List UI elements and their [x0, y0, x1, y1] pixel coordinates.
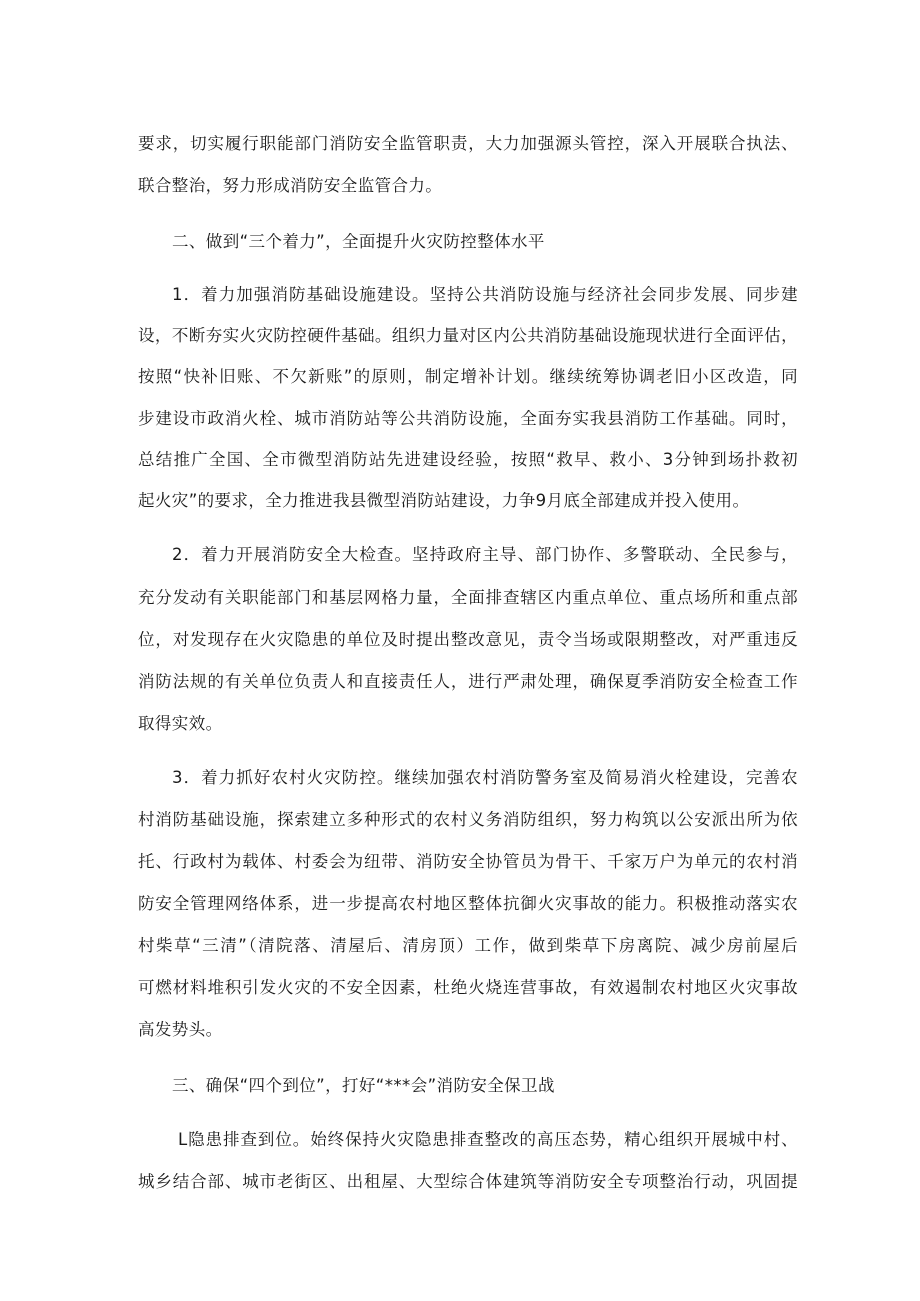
- item-3-line-2: 村消防基础设施，探索建立多种形式的农村义务消防组织，努力构筑以公安派出所为依: [138, 810, 798, 829]
- intro-line-1: 要求，切实履行职能部门消防安全监管职责，大力加强源头管控，深入开展联合执法、: [138, 134, 798, 153]
- item-2-line-3: 位，对发现存在火灾隐患的单位及时提出整改意见，责令当场或限期整改，对严重违反: [138, 630, 798, 649]
- item-1-line-2: 设，不断夯实火灾防控硬件基础。组织力量对区内公共消防基础设施现状进行全面评估，: [138, 326, 798, 345]
- item-2-line-1: 2．着力开展消防安全大检查。坚持政府主导、部门协作、多警联动、全民参与，: [172, 545, 798, 564]
- item-3-line-7: 高发势头。: [138, 1020, 223, 1039]
- item-3-line-4: 防安全管理网络体系，进一步提高农村地区整体抗御火灾事故的能力。积极推动落实农: [138, 894, 798, 913]
- item-2-line-2: 充分发动有关职能部门和基层网格力量，全面排查辖区内重点单位、重点场所和重点部: [138, 588, 798, 607]
- item-4-line-2: 城乡结合部、城市老街区、出租屋、大型综合体建筑等消防安全专项整治行动，巩固提: [138, 1172, 798, 1191]
- item-1-line-5: 总结推广全国、全市微型消防站先进建设经验，按照“救早、救小、3分钟到场扑救初: [138, 450, 798, 469]
- item-1-line-1: 1．着力加强消防基础设施建设。坚持公共消防设施与经济社会同步发展、同步建: [172, 285, 798, 304]
- item-3-line-5: 村柴草“三清”（清院落、清屋后、清房顶）工作，做到柴草下房离院、减少房前屋后: [138, 936, 798, 955]
- item-1-line-6: 起火灾”的要求，全力推进我县微型消防站建设，力争9月底全部建成并投入使用。: [138, 491, 750, 510]
- section-3-heading: 三、确保“四个到位”，打好“***会”消防安全保卫战: [172, 1076, 555, 1095]
- section-2-heading: 二、做到“三个着力”，全面提升火灾防控整体水平: [172, 232, 545, 251]
- item-3-line-3: 托、行政村为载体、村委会为纽带、消防安全协管员为骨干、千家万户为单元的农村消: [138, 852, 798, 871]
- intro-line-2: 联合整治，努力形成消防安全监管合力。: [138, 176, 443, 195]
- item-4-line-1: L隐患排查到位。始终保持火灾隐患排查整改的高压态势，精心组织开展城中村、: [178, 1130, 798, 1149]
- item-2-line-4: 消防法规的有关单位负责人和直接责任人，进行严肃处理，确保夏季消防安全检查工作: [138, 672, 798, 691]
- item-2-line-5: 取得实效。: [138, 714, 223, 733]
- item-3-line-1: 3．着力抓好农村火灾防控。继续加强农村消防警务室及简易消火栓建设，完善农: [172, 768, 798, 787]
- item-3-line-6: 可燃材料堆积引发火灾的不安全因素，杜绝火烧连营事故，有效遏制农村地区火灾事故: [138, 978, 798, 997]
- item-1-line-4: 步建设市政消火栓、城市消防站等公共消防设施，全面夯实我县消防工作基础。同时，: [138, 409, 798, 428]
- item-1-line-3: 按照“快补旧账、不欠新账”的原则，制定增补计划。继续统筹协调老旧小区改造，同: [138, 367, 798, 386]
